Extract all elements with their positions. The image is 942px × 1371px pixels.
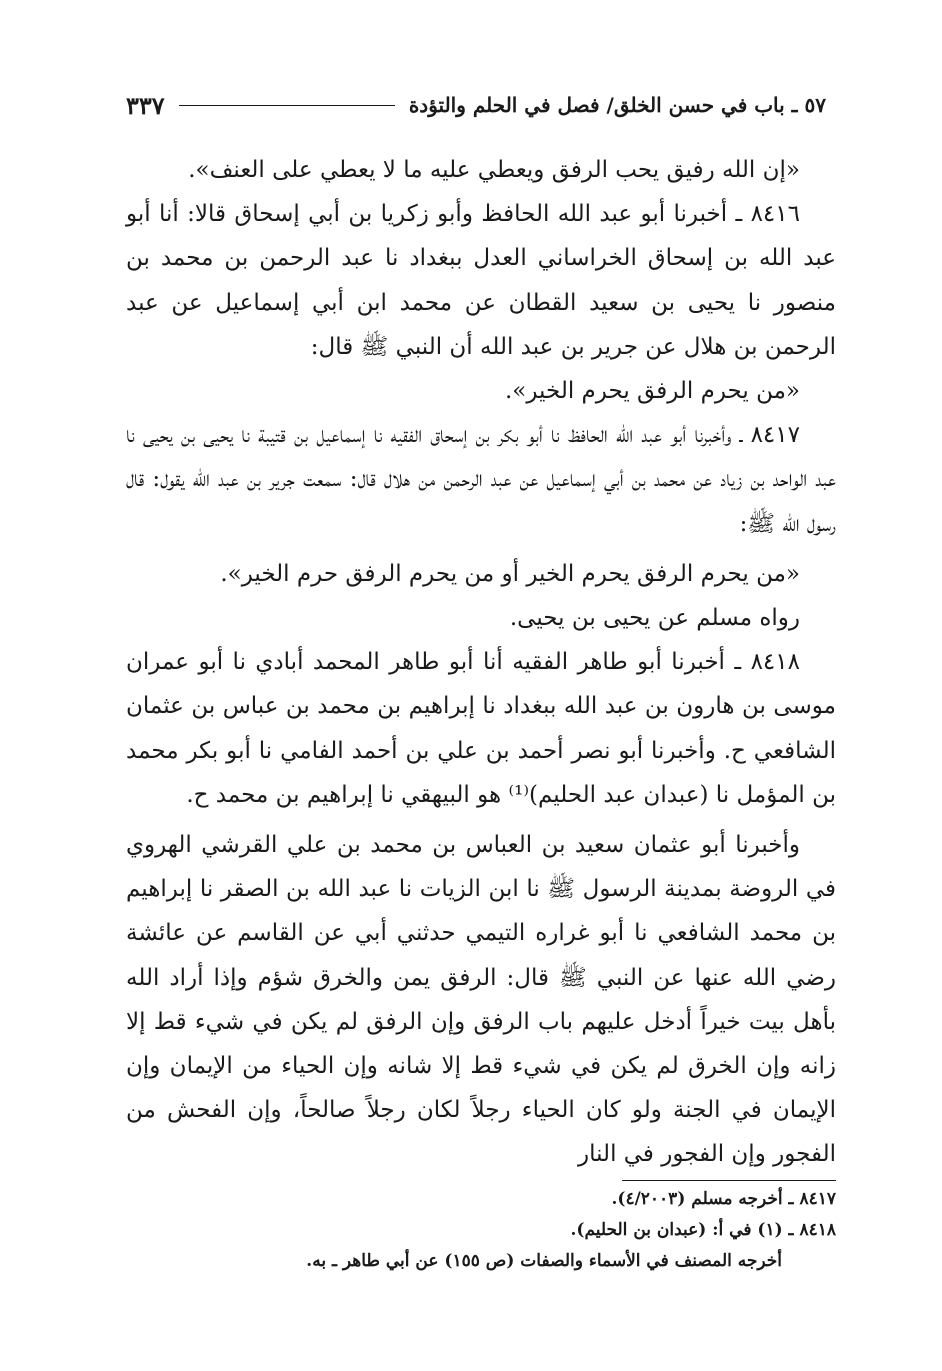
narration-note: رواه مسلم عن يحيى بن يحيى. bbox=[509, 605, 800, 632]
chapter-title: ٥٧ ـ باب في حسن الخلق/ فصل في الحلم والتؤدة bbox=[408, 93, 826, 117]
quote-paragraph: «إن الله رفيق يحب الرفق ويعطي عليه ما لا يعطي على العنف». bbox=[188, 157, 800, 183]
header-rule bbox=[179, 105, 395, 106]
hadith-continuation: وأخبرنا أبو عثمان سعيد بن العباس بن محمد بن علي القرشي الهروي في الروضة بمدينة الرسول ﷺ نا ابن الزيات نا عبد الله بن الصقر نا إبراهيم بن محمد الشافعي نا أبو غراره التيمي حدثني أبي عن القاسم عن عائشة رضي الله عنها عن النبي ﷺ قال: الرفق يمن والخرق شؤم وإذا أراد الله بأهل بيت خيراً أدخل عليهم باب الرفق وإن الرفق لم يكن في شيء قط إلا زانه وإن الخرق لم يكن في شيء قط إلا شانه وإن الحياء من الإيمان وإن الإيمان في الجنة ولو كان الحياء رجلاً لكان رجلاً صالحاً، وإن الفحش من الفجور وإن الفجور في النار bbox=[126, 832, 836, 1168]
page-number: ٣٣٧ bbox=[126, 90, 165, 120]
footnote-8417: ٨٤١٧ ـ أخرجه مسلم (٤/٢٠٠٣). bbox=[611, 1189, 836, 1209]
footnote-rule bbox=[622, 1180, 836, 1181]
quote-paragraph: «من يحرم الرفق يحرم الخير». bbox=[504, 378, 800, 405]
footnotes bbox=[200, 1184, 836, 1277]
body-text bbox=[126, 148, 836, 1177]
footnote-8418-source: أخرجه المصنف في الأسماء والصفات (ص ١٥٥) عن أبي طاهر ـ به. bbox=[306, 1251, 782, 1271]
hadith-8416: ٨٤١٦ ـ أخبرنا أبو عبد الله الحافظ وأبو زكريا بن أبي إسحاق قالا: أنا أبو عبد الله بن إسحاق الخراساني العدل ببغداد نا عبد الرحمن بن محمد بن منصور نا يحيى بن سعيد القطان عن محمد ابن أبي إسماعيل عن عبد الرحمن بن هلال عن جرير بن عبد الله أن النبي ﷺ قال: bbox=[126, 201, 836, 360]
quote-paragraph: «من يحرم الرفق يحرم الخير أو من يحرم الرفق حرم الخير». bbox=[220, 560, 800, 587]
hadith-8417: ٨٤١٧ ـ وأخبرنا أبو عبد الله الحافظ نا أبو بكر بن إسحاق الفقيه نا إسماعيل بن قتيبة نا يحيى بن يحيى نا عبد الواحد بن زياد عن محمد بن أبي إسماعيل عن عبد الرحمن من هلال قال: سمعت جرير بن عبد الله يقول: قال رسول الله ﷺ: bbox=[126, 422, 836, 537]
footnote-8418: ٨٤١٨ ـ (١) في أ: (عبدان بن الحليم). bbox=[570, 1220, 836, 1240]
hadith-8418: ٨٤١٨ ـ أخبرنا أبو طاهر الفقيه أنا أبو طاهر المحمد أبادي نا أبو عمران موسى بن هارون بن عبد الله ببغداد نا إبراهيم بن محمد بن عباس بن عثمان الشافعي ح. وأخبرنا أبو نصر أحمد بن علي بن أحمد الفامي نا أبو بكر محمد بن المؤمل نا (عبدان عبد الحليم)⁽¹⁾ هو البيهقي نا إبراهيم بن محمد ح. bbox=[126, 649, 836, 808]
running-header bbox=[126, 88, 826, 122]
